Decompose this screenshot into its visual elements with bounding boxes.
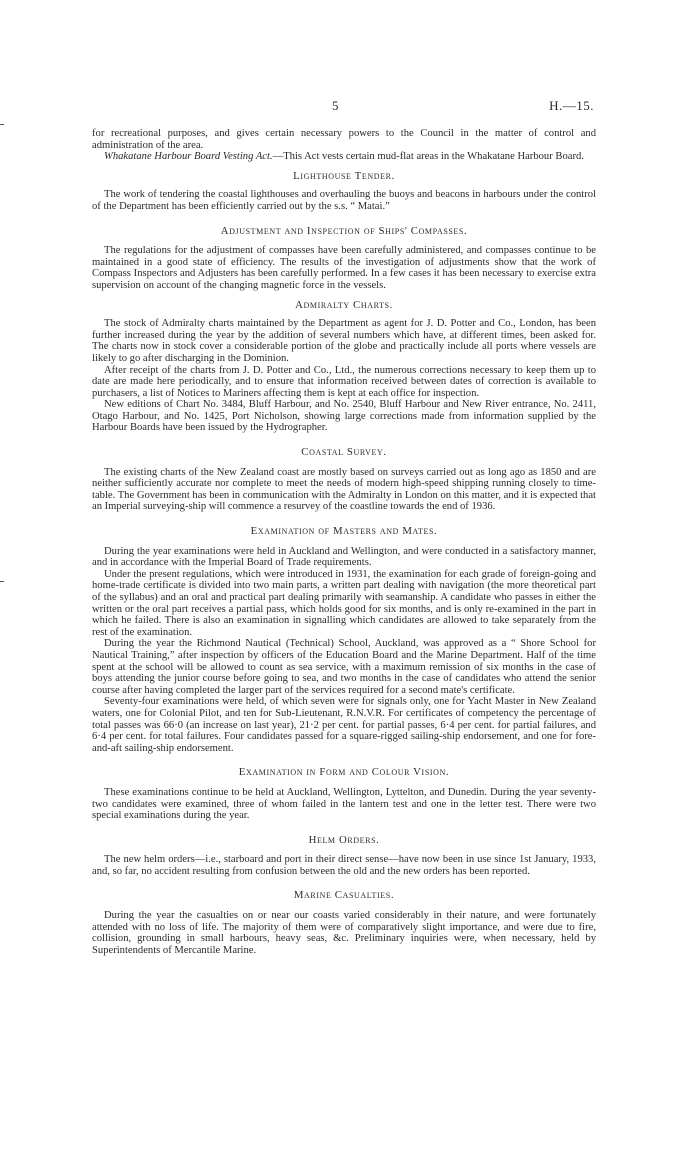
paragraph: New editions of Chart No. 3484, Bluff Harbour, and No. 2540, Bluff Harbour and New River entrance, No. 2411, Otago Harbour, and No. 1425, Port Nicholson, showing large corrections made from information supplied by the Harbour Boards have been issued by the Hydrographer. (92, 399, 596, 434)
section-heading: Admiralty Charts. (295, 298, 393, 311)
paragraph: During the year the Richmond Nautical (Technical) School, Auckland, was approved as a “ Shore School for Nautical Training,” after inspection by officers of the Education Board and the Marine Department. Half of the time spent at the school will be allowed to count as sea service, with a maximum remission of six months in the case of boys attending the junior course before going to sea, and two months in the case of candidates who attend the senior course after having completed the larger part of the services required for a second mate's certificate. (92, 638, 596, 696)
section-heading: Helm Orders. (308, 833, 380, 846)
section-heading: Adjustment and Inspection of Ships' Compasses. (220, 224, 468, 237)
paragraph (92, 151, 596, 163)
margin-tick-top (0, 124, 4, 125)
paragraph: The regulations for the adjustment of compasses have been carefully administered, and compasses continue to be maintained in a good state of efficiency. The results of the investigation of adjustments show that the work of Compass Inspectors and Adjusters has been carefully performed. In a few cases it has been necessary to exercise extra supervision on account of the changing magnetic force in the vessels. (92, 245, 596, 291)
paragraph: After receipt of the charts from J. D. Potter and Co., Ltd., the numerous corrections necessary to keep them up to date are made here periodically, and to ensure that information received between dates of correction is available to purchasers, a list of Notices to Mariners affecting them is kept at each office for inspection. (92, 364, 596, 399)
page-number: 5 (332, 98, 339, 113)
paragraph: for recreational purposes, and gives certain necessary powers to the Council in the matter of control and administration of the area. (92, 128, 596, 151)
section-heading: Coastal Survey. (301, 446, 387, 459)
paragraph: Under the present regulations, which were introduced in 1931, the examination for each grade of foreign-going and home-trade certificate is divided into two main parts, a written part dealing with navigation (the more theoretical part of the syllabus) and an oral and practical part dealing primarily with seamanship. A candidate who passes in either the written or the oral part receives a partial pass, which holds good for six months, and is only re-examined in the part in which he failed. There is also an examination in signalling which candidates are allowed to take separately from the rest of the examination. (92, 568, 596, 638)
section-heading: Lighthouse Tender. (293, 169, 395, 182)
paragraph: These examinations continue to be held at Auckland, Wellington, Lyttelton, and Dunedin. During the year seventy-two candidates were examined, three of whom failed in the lantern test and one in the letter test. There were two special examinations during the year. (92, 786, 596, 822)
section-heading: Examination in Form and Colour Vision. (238, 766, 450, 779)
paragraph-text: —This Act vests certain mud-flat areas in the Whakatane Harbour Board. (272, 151, 584, 163)
act-title: Whakatane Harbour Board Vesting Act. (104, 151, 273, 163)
document-body (92, 128, 596, 956)
document-page (92, 98, 596, 956)
paragraph: The work of tendering the coastal lighthouses and overhauling the buoys and beacons in harbours under the control of the Department has been efficiently carried out by the s.s. “ Matai.” (92, 189, 596, 212)
paragraph: The new helm orders—i.e., starboard and port in their direct sense—have now been in use since 1st January, 1933, and, so far, no accident resulting from confusion between the old and the new orders has been reported. (92, 854, 596, 877)
paragraph: The stock of Admiralty charts maintained by the Department as agent for J. D. Potter and Co., London, has been further increased during the year by the addition of several numbers which have, at different times, been asked for. The charts now in stock cover a considerable portion of the globe and practically include all ports where vessels are likely to go after discharging in the Dominion. (92, 318, 596, 364)
section-heading: Marine Casualties. (293, 889, 395, 902)
paragraph: During the year examinations were held in Auckland and Wellington, and were conducted in a satisfactory manner, and in accordance with the Imperial Board of Trade requirements. (92, 545, 596, 569)
page-header (92, 98, 596, 120)
paragraph: During the year the casualties on or near our coasts varied considerably in their nature, and were fortunately attended with no loss of life. The majority of them were of comparatively slight importance, and were due to fire, collision, grounding in small harbours, heavy seas, &c. Preliminary inquiries were, when necessary, held by Superintendents of Mercantile Marine. (92, 910, 596, 956)
paragraph: Seventy-four examinations were held, of which seven were for signals only, one for Yacht Master in New Zealand waters, one for Colonial Pilot, and ten for Sub-Lieutenant, R.N.V.R. For certificates of competency the percentage of total passes was 66·0 (an increase on last year), 21·2 per cent. for partial passes, 6·4 per cent. for partial failures, and 6·4 per cent. for total failures. Four candidates passed for a square-rigged sailing-ship endorsement, and one for fore-and-aft sailing-ship endorsement. (92, 696, 596, 754)
section-heading: Examination of Masters and Mates. (250, 525, 438, 538)
document-reference: H.—15. (549, 98, 594, 113)
margin-tick-bottom (0, 581, 4, 582)
paragraph: The existing charts of the New Zealand coast are mostly based on surveys carried out as long ago as 1850 and are neither sufficiently accurate nor complete to meet the needs of modern high-speed shipping running closely to time-table. The Government has been in communication with the Admiralty in London on this matter, and it is expected that an Imperial surveying-ship will commence a resurvey of the coastline towards the end of 1936. (92, 466, 596, 513)
